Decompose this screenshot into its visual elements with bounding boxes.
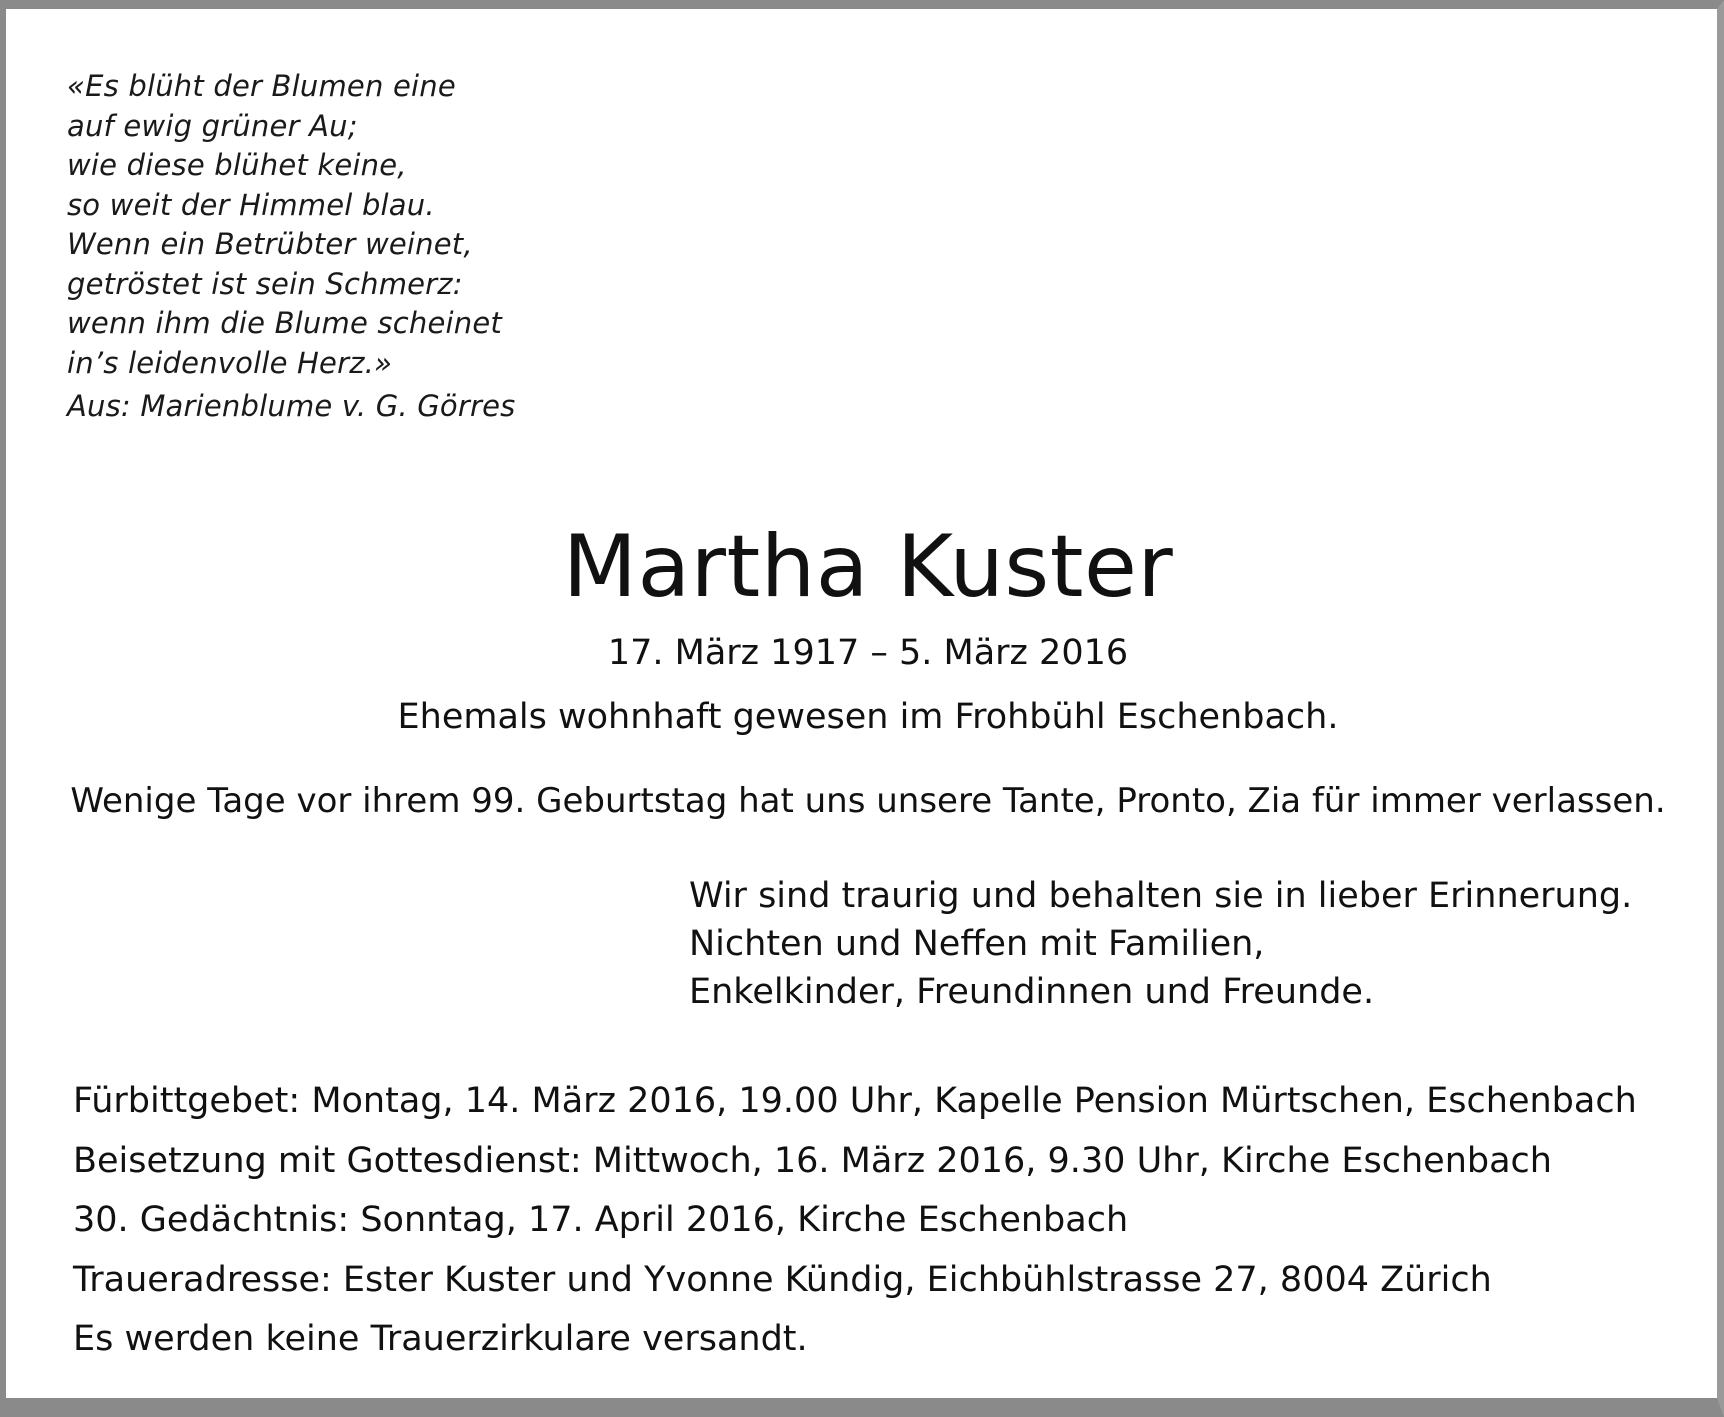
poem-line: Wenn ein Betrübter weinet, (67, 227, 473, 261)
poem-line: so weit der Himmel blau. (67, 187, 435, 222)
life-dates: 17. März 1917 – 5. März 2016 (607, 633, 1129, 673)
poem-line: wie diese blühet keine, (67, 148, 407, 182)
poem-source: Aus: Marienblume v. G. Görres (67, 389, 516, 423)
poem-line: wenn ihm die Blume scheinet (67, 306, 502, 340)
poem-line: in’s leidenvolle Herz.» (67, 345, 393, 380)
mourners-signoff (689, 872, 1632, 1016)
signoff-line: Enkelkinder, Freundinnen und Freunde. (689, 972, 1375, 1012)
circular-notice: Es werden keine Trauerzirkulare versandt. (73, 1319, 808, 1359)
death-announcement: Wenige Tage vor ihrem 99. Geburtstag hat uns unsere Tante, Pronto, Zia für immer verlassen. (70, 781, 1666, 821)
prayer-service-info: Fürbittgebet: Montag, 14. März 2016, 19.00 Uhr, Kapelle Pension Mürtschen, Eschenbach (73, 1081, 1637, 1121)
deceased-name: Martha Kuster (562, 517, 1174, 617)
former-residence: Ehemals wohnhaft gewesen im Frohbühl Eschenbach. (397, 697, 1339, 737)
poem-line: auf ewig grüner Au; (67, 108, 358, 143)
memorial-info: 30. Gedächtnis: Sonntag, 17. April 2016, Kirche Eschenbach (73, 1200, 1129, 1240)
poem-line: getröstet ist sein Schmerz: (67, 266, 463, 301)
service-details (73, 1072, 1637, 1370)
signoff-line: Wir sind traurig und behalten sie in lieber Erinnerung. (689, 876, 1633, 916)
mourning-address: Traueradresse: Ester Kuster und Yvonne Kündig, Eichbühlstrasse 27, 8004 Zürich (73, 1259, 1492, 1300)
burial-service-info: Beisetzung mit Gottesdienst: Mittwoch, 16. März 2016, 9.30 Uhr, Kirche Eschenbach (73, 1140, 1552, 1181)
poem-quote (67, 67, 515, 427)
poem-line: «Es blüht der Blumen eine (67, 69, 456, 103)
signoff-line: Nichten und Neffen mit Familien, (689, 924, 1265, 964)
